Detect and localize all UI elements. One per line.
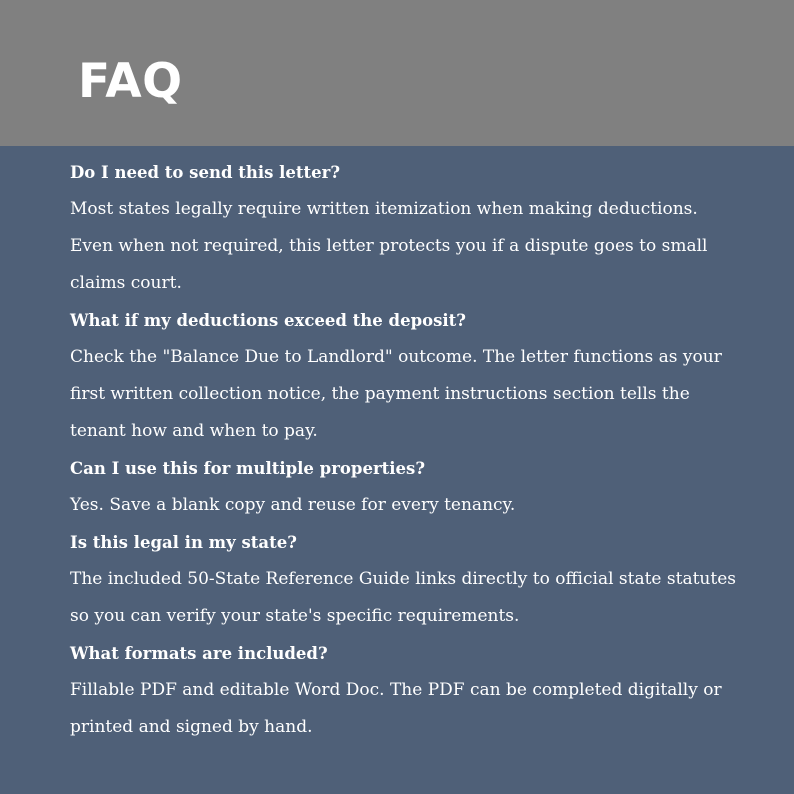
- faq-answer: [70, 339, 770, 450]
- faq-item: [70, 524, 770, 635]
- faq-answer-line: Yes. Save a blank copy and reuse for every tenancy.: [70, 495, 516, 515]
- faq-question: Do I need to send this letter?: [70, 163, 341, 182]
- faq-answer: [70, 487, 770, 524]
- faq-answer-line: Even when not required, this letter protects you if a dispute goes to small: [70, 236, 708, 256]
- faq-question: What if my deductions exceed the deposit?: [70, 311, 466, 330]
- faq-answer-line: Most states legally require written itemization when making deductions.: [70, 199, 698, 219]
- faq-item: [70, 635, 770, 746]
- faq-item: [70, 154, 770, 302]
- faq-question: Can I use this for multiple properties?: [70, 459, 425, 478]
- page-title: FAQ: [78, 54, 183, 109]
- faq-answer-line: Fillable PDF and editable Word Doc. The PDF can be completed digitally or: [70, 680, 722, 700]
- faq-answer-line: tenant how and when to pay.: [70, 421, 318, 441]
- faq-item: [70, 302, 770, 450]
- faq-question: What formats are included?: [70, 644, 328, 663]
- faq-answer: [70, 191, 770, 302]
- faq-answer-line: Check the "Balance Due to Landlord" outcome. The letter functions as your: [70, 347, 722, 367]
- faq-list: [70, 154, 770, 746]
- faq-answer-line: so you can verify your state's specific requirements.: [70, 606, 520, 626]
- faq-answer: [70, 672, 770, 746]
- faq-answer: [70, 561, 770, 635]
- faq-answer-line: printed and signed by hand.: [70, 717, 313, 737]
- faq-answer-line: claims court.: [70, 273, 182, 293]
- faq-answer-line: The included 50-State Reference Guide links directly to official state statutes: [70, 569, 736, 589]
- faq-answer-line: first written collection notice, the payment instructions section tells the: [70, 384, 690, 404]
- faq-question: Is this legal in my state?: [70, 533, 297, 552]
- faq-item: [70, 450, 770, 524]
- header-banner: [0, 0, 794, 146]
